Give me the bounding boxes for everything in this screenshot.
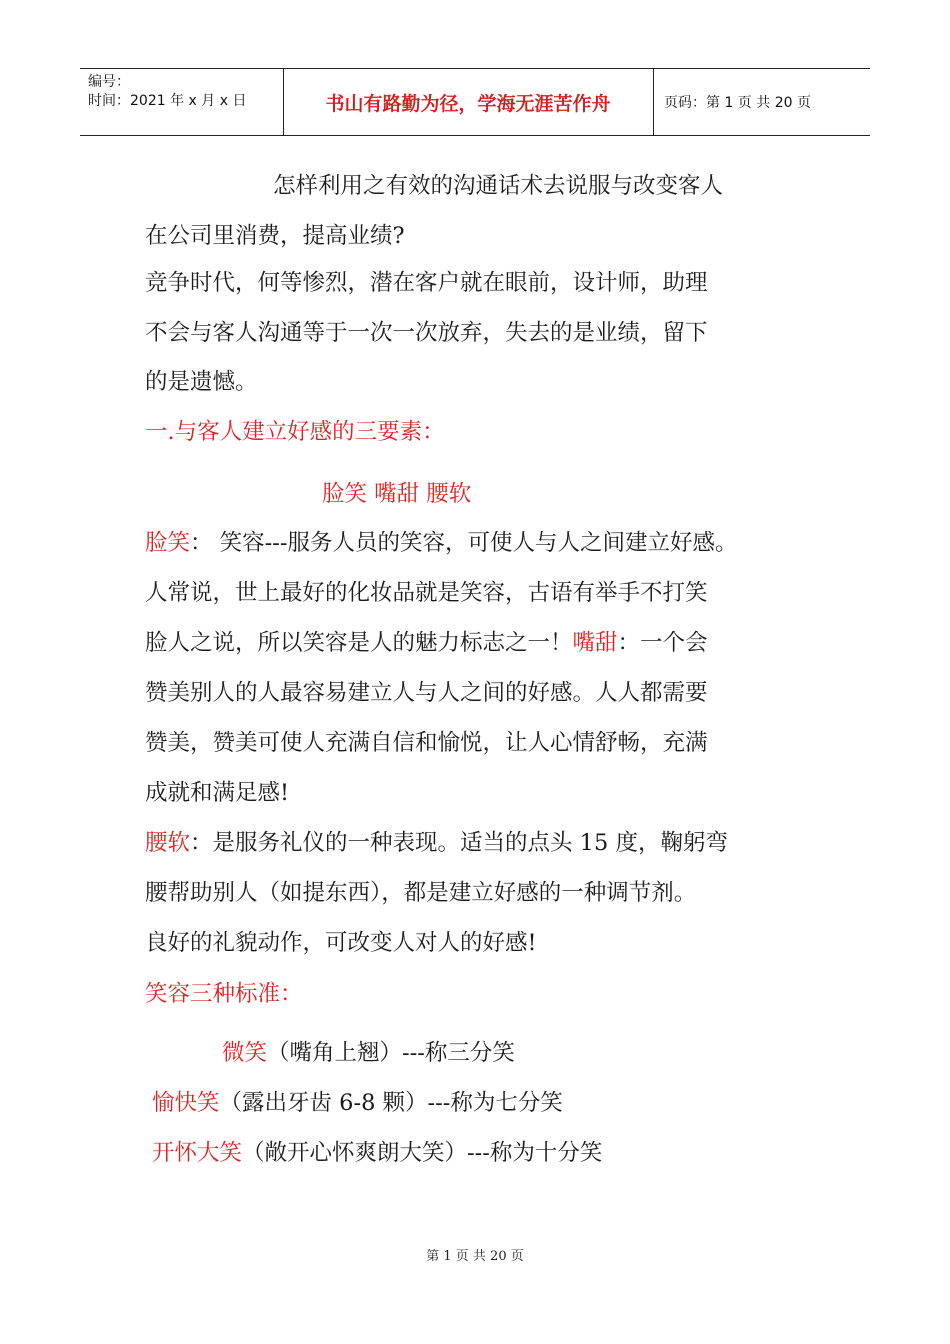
- smile-label: 开怀大笑: [152, 1140, 243, 1166]
- section-heading: 笑容三种标准：: [145, 981, 303, 1007]
- paragraph-line: 良好的礼貌动作，可改变人对人的好感!: [145, 930, 537, 956]
- header-divider: [653, 69, 654, 135]
- waist-text: ：是服务礼仪的一种表现。适当的点头 15 度，鞠躬弯: [190, 830, 728, 856]
- page-footer: 第 1 页 共 20 页: [426, 1249, 524, 1264]
- paragraph-line: 赞美，赞美可使人充满自信和愉悦，让人心情舒畅，充满: [145, 730, 708, 756]
- mouth-label: 嘴甜: [572, 630, 618, 656]
- smile-standard-item: [152, 1137, 602, 1169]
- title-line: 怎样利用之有效的沟通话术去说服与改变客人: [273, 173, 724, 199]
- smile-text: （露出牙齿 6-8 颗）---称为七分笑: [219, 1090, 563, 1116]
- face-text: ： 笑容---服务人员的笑容，可使人与人之间建立好感。: [190, 530, 738, 556]
- paragraph-line: 人常说，世上最好的化妆品就是笑容，古语有举手不打笑: [145, 580, 708, 606]
- title-line: 在公司里消费，提高业绩?: [145, 223, 405, 249]
- smile-text: （嘴角上翘）---称三分笑: [267, 1040, 515, 1066]
- paragraph-line: [145, 827, 728, 859]
- paragraph-line: 成就和满足感!: [145, 780, 290, 806]
- paragraph-line: 赞美别人的人最容易建立人与人之间的好感。人人都需要: [145, 680, 708, 706]
- section-heading: 一.与客人建立好感的三要素：: [145, 419, 445, 445]
- smile-label: 微笑: [222, 1040, 268, 1066]
- waist-label: 腰软: [145, 830, 191, 856]
- mouth-text: ：一个会: [617, 630, 708, 656]
- face-label: 脸笑: [145, 530, 191, 556]
- document-time-label: 时间：2021 年 x 月 x 日: [88, 93, 247, 109]
- document-header: [80, 68, 870, 136]
- paragraph-line: [145, 627, 708, 659]
- smile-standard-item: [152, 1087, 563, 1119]
- face-text: 脸人之说，所以笑容是人的魅力标志之一！: [145, 630, 573, 656]
- paragraph-line: 竞争时代，何等惨烈，潜在客户就在眼前，设计师，助理: [145, 270, 708, 296]
- header-meta: [88, 73, 246, 111]
- header-page-info: 页码：第 1 页 共 20 页: [664, 95, 811, 111]
- paragraph-line: [145, 527, 737, 559]
- smile-text: （敞开心怀爽朗大笑）---称为十分笑: [242, 1140, 603, 1166]
- smile-standard-item: [222, 1037, 515, 1069]
- paragraph-line: 腰帮助别人（如提东西），都是建立好感的一种调节剂。: [145, 880, 697, 906]
- paragraph-line: 不会与客人沟通等于一次一次放弃，失去的是业绩，留下: [145, 320, 708, 346]
- header-motto: 书山有路勤为径，学海无涯苦作舟: [325, 92, 611, 115]
- paragraph-line: 的是遗憾。: [145, 369, 258, 395]
- smile-label: 愉快笑: [152, 1090, 220, 1116]
- three-elements: 脸笑 嘴甜 腰软: [322, 481, 472, 507]
- document-number-label: 编号：: [88, 74, 130, 90]
